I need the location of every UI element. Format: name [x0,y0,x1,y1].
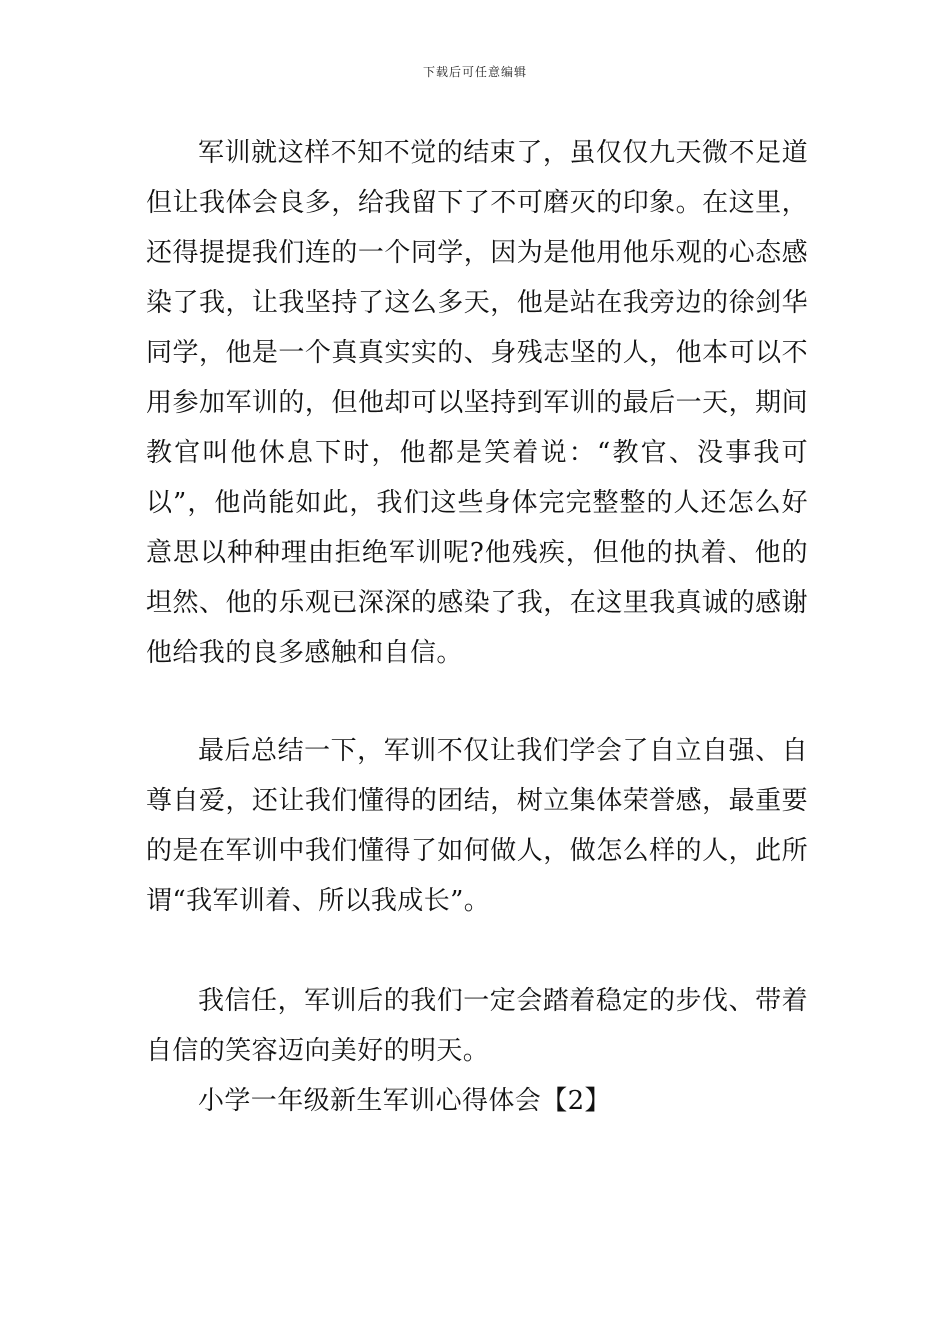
paragraph-1: 军训就这样不知不觉的结束了，虽仅仅九天微不足道但让我体会良多，给我留下了不可磨灭的印象。在这里，还得提提我们连的一个同学，因为是他用他乐观的心态感染了我，让我坚持了这么多天，他是站在我旁边的徐剑华同学，他是一个真真实实的、身残志坚的人，他本可以不用参加军训的，但他却可以坚持到军训的最后一天，期间教官叫他休息下时，他都是笑着说：“教官、没事我可以”，他尚能如此，我们这些身体完完整整的人还怎么好意思以种种理由拒绝军训呢?他残疾，但他的执着、他的坦然、他的乐观已深深的感染了我，在这里我真诚的感谢他给我的良多感触和自信。 [146,138,808,668]
paragraph-3: 我信任，军训后的我们一定会踏着稳定的步伐、带着自信的笑容迈向美好的明天。 [146,986,808,1066]
paragraph-2: 最后总结一下，军训不仅让我们学会了自立自强、自尊自爱，还让我们懂得的团结，树立集体荣誉感，最重要的是在军训中我们懂得了如何做人，做怎么样的人，此所谓“我军训着、所以我成长”。 [146,736,808,916]
document-body [146,128,808,1126]
section-heading: 小学一年级新生军训心得体会【2】 [198,1086,611,1116]
page-header-note: 下载后可任意编辑 [422,65,527,79]
